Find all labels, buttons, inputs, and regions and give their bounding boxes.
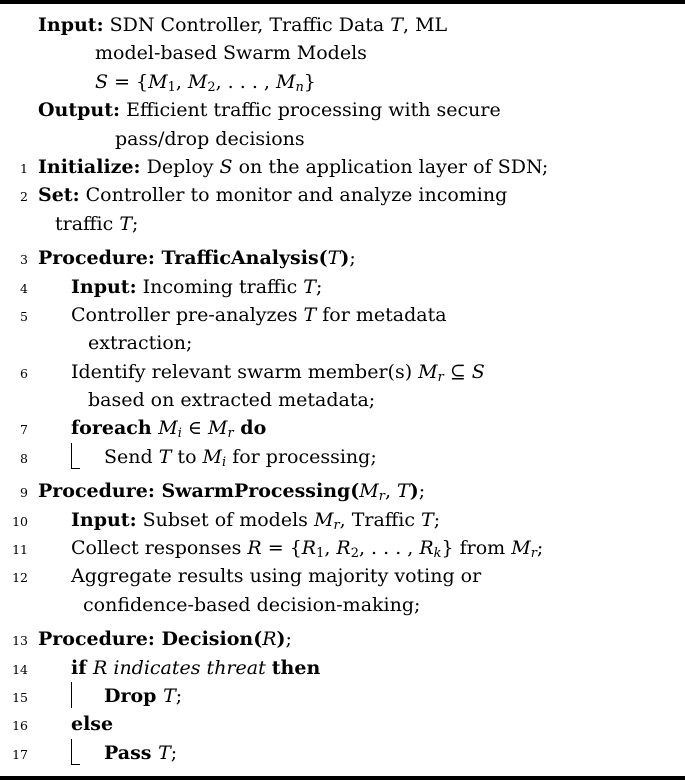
algorithm-line	[6, 210, 679, 238]
text-segment: , Traffic	[339, 508, 422, 531]
line-number: 13	[12, 633, 28, 649]
line-number: 2	[20, 189, 28, 205]
algorithm-line	[6, 710, 679, 738]
text-segment: Send	[104, 445, 159, 468]
text-segment: Procedure: SwarmProcessing(	[38, 480, 360, 503]
text-segment: Aggregate results using majority voting or	[71, 565, 482, 588]
text-segment: R	[336, 537, 351, 560]
text-segment: M	[187, 70, 208, 93]
line-content	[38, 443, 377, 477]
text-segment: R	[247, 537, 262, 560]
text-segment: }	[303, 70, 316, 93]
text-segment: T	[390, 14, 403, 36]
text-segment: 1	[316, 545, 325, 561]
block-connector-line	[71, 682, 95, 708]
text-segment: Collect responses	[71, 537, 248, 560]
text-segment: } from	[441, 537, 512, 560]
text-segment: = {	[108, 70, 149, 93]
text-segment: )	[409, 480, 419, 503]
algorithm-line	[6, 625, 679, 653]
text-segment: ;	[285, 628, 292, 651]
text-segment: T	[397, 480, 410, 503]
text-segment: r	[530, 545, 537, 561]
line-number: 10	[12, 513, 28, 529]
algorithm-line	[6, 273, 679, 301]
line-number: 11	[12, 542, 28, 558]
text-segment: ;	[433, 508, 441, 531]
text-segment: Controller pre-analyzes	[71, 303, 304, 326]
text-segment: ⊆	[443, 360, 472, 383]
text-segment: ;	[175, 684, 183, 707]
line-content	[38, 153, 548, 181]
text-segment: M	[276, 70, 296, 93]
text-segment: Deploy	[140, 155, 220, 178]
algorithm-line	[6, 181, 679, 209]
algorithm-line	[6, 534, 679, 562]
text-segment: do	[233, 417, 267, 440]
line-content	[38, 11, 447, 39]
algorithm-body	[6, 11, 679, 767]
text-segment: Output:	[38, 99, 121, 122]
line-number: 6	[20, 365, 28, 381]
block-connector-line	[71, 739, 80, 765]
text-segment: ;	[349, 247, 356, 270]
line-content	[38, 125, 305, 153]
text-segment: M	[202, 445, 223, 468]
text-segment: T	[327, 247, 341, 270]
algorithm-line	[6, 244, 679, 272]
text-segment: M	[359, 480, 379, 503]
line-content	[38, 273, 322, 301]
text-segment: else	[71, 713, 114, 736]
text-segment: R	[419, 537, 434, 560]
line-content	[38, 301, 447, 329]
text-segment: if	[71, 656, 94, 679]
text-segment: r	[437, 369, 444, 385]
text-segment: Input:	[38, 14, 104, 36]
text-segment: 1	[167, 79, 176, 95]
text-segment: T	[158, 445, 172, 468]
text-segment: to	[171, 445, 203, 468]
line-number: 9	[20, 485, 28, 501]
text-segment: Input:	[71, 275, 137, 298]
text-segment: M	[208, 417, 228, 440]
algorithm-line	[6, 591, 679, 619]
text-segment: Efficient traffic processing with secure	[120, 99, 501, 122]
algorithm-line	[6, 358, 679, 386]
text-segment: S	[219, 155, 233, 178]
text-segment: ∈	[181, 417, 209, 440]
text-segment: T	[303, 275, 316, 298]
text-segment: i	[177, 426, 182, 442]
text-segment: on the application layer of SDN;	[232, 155, 549, 178]
text-segment: r	[378, 489, 385, 505]
algorithm-line	[6, 562, 679, 590]
line-number: 4	[20, 280, 28, 296]
text-segment: M	[418, 360, 438, 383]
text-segment: n	[295, 79, 304, 95]
algorithm-line	[6, 654, 679, 682]
text-segment: Incoming traffic	[136, 275, 304, 298]
text-segment: R	[301, 537, 317, 560]
line-number: 12	[12, 570, 28, 586]
text-segment: T	[303, 303, 317, 326]
text-segment: Controller to monitor and analyze incoming	[79, 184, 508, 207]
algorithm-line	[6, 68, 679, 96]
line-number: 17	[12, 746, 28, 762]
text-segment: ;	[418, 480, 426, 503]
algorithm-line	[6, 153, 679, 181]
text-segment: Subset of models	[136, 508, 314, 531]
text-segment: T	[158, 741, 171, 764]
text-segment: ,	[175, 70, 188, 93]
text-segment: M	[148, 70, 168, 93]
text-segment: ,	[384, 480, 398, 503]
line-content	[38, 682, 182, 710]
text-segment: based on extracted metadata;	[88, 389, 376, 412]
line-content	[38, 329, 192, 357]
text-segment: ;	[536, 537, 544, 560]
text-segment: M	[511, 537, 531, 560]
algorithm-line	[6, 506, 679, 534]
algorithm-line	[6, 739, 679, 767]
block-connector-line	[71, 443, 80, 469]
line-content	[38, 96, 501, 124]
text-segment: indicates threat	[107, 656, 272, 679]
algorithm-line	[6, 125, 679, 153]
text-segment: for processing;	[226, 445, 377, 468]
text-segment: Identify relevant swarm member(s)	[71, 360, 419, 383]
line-content	[38, 181, 507, 209]
text-segment: T	[163, 684, 176, 707]
text-segment: M	[158, 417, 178, 440]
text-segment: )	[276, 628, 286, 651]
text-segment: 2	[207, 79, 216, 95]
text-segment: extraction;	[88, 332, 193, 355]
text-segment: pass/drop decisions	[115, 127, 305, 150]
text-segment: Procedure: Decision(	[38, 628, 263, 651]
text-segment: S	[471, 360, 485, 383]
text-segment: SDN Controller, Traffic Data	[103, 14, 391, 36]
text-segment: i	[222, 454, 227, 470]
text-segment: Drop	[104, 684, 164, 707]
text-segment: Procedure: TrafficAnalysis(	[38, 247, 328, 270]
text-segment: , . . . ,	[358, 537, 420, 560]
text-segment: 2	[350, 545, 359, 561]
line-content	[38, 210, 138, 238]
text-segment: = {	[261, 537, 302, 560]
text-segment: S	[95, 70, 109, 93]
line-content	[38, 739, 177, 767]
line-number: 15	[12, 689, 28, 705]
line-content	[38, 591, 420, 619]
text-segment: ,	[324, 537, 337, 560]
text-segment: T	[119, 212, 132, 235]
algorithm-line	[6, 386, 679, 414]
text-segment: ;	[132, 212, 139, 235]
text-segment: r	[333, 517, 340, 533]
line-number: 14	[12, 661, 28, 677]
text-segment: Input:	[71, 508, 137, 531]
text-segment: )	[340, 247, 350, 270]
line-content	[38, 386, 375, 414]
line-content	[38, 562, 481, 590]
text-segment: confidence-based decision-making;	[83, 593, 421, 616]
text-segment: k	[433, 545, 442, 561]
text-segment: for metadata	[316, 303, 447, 326]
algorithm-line	[6, 443, 679, 471]
line-content	[38, 39, 367, 67]
text-segment: Pass	[104, 741, 159, 764]
algorithm-line	[6, 39, 679, 67]
line-content	[38, 244, 356, 272]
algorithm-line	[6, 477, 679, 505]
algorithm-line	[6, 11, 679, 39]
text-segment: traffic	[55, 212, 120, 235]
line-number: 16	[12, 718, 28, 734]
text-segment: then	[271, 656, 321, 679]
algorithm-line	[6, 329, 679, 357]
line-number: 8	[20, 450, 28, 466]
text-segment: R	[262, 628, 277, 651]
text-segment: R	[93, 656, 108, 679]
text-segment: foreach	[71, 417, 159, 440]
text-segment: Initialize:	[38, 155, 141, 178]
line-content	[38, 625, 292, 653]
line-number: 3	[20, 252, 28, 268]
text-segment: T	[421, 508, 434, 531]
text-segment: , ML	[402, 14, 448, 36]
text-segment: M	[313, 508, 334, 531]
algorithm-line	[6, 414, 679, 442]
line-content	[38, 710, 113, 738]
algorithm-line	[6, 682, 679, 710]
algorithm-line	[6, 96, 679, 124]
text-segment: Set:	[38, 184, 80, 207]
text-segment: ;	[315, 275, 323, 298]
line-content	[38, 654, 320, 682]
line-number: 7	[20, 422, 28, 438]
text-segment: model-based Swarm Models	[95, 42, 367, 65]
line-number: 1	[20, 160, 28, 176]
line-number: 5	[20, 308, 28, 324]
text-segment: ;	[170, 741, 178, 764]
text-segment: r	[227, 426, 234, 442]
text-segment: , . . . ,	[215, 70, 276, 93]
algorithm-line	[6, 301, 679, 329]
